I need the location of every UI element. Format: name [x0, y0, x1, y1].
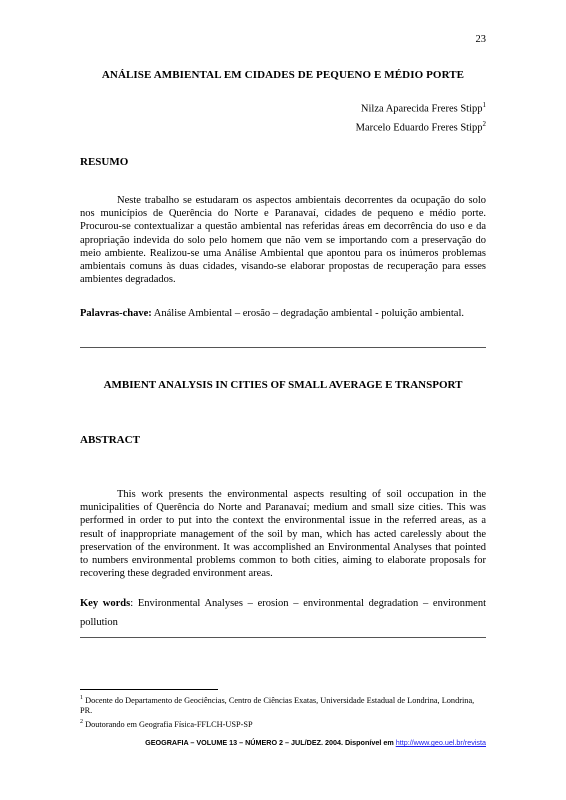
journal-link[interactable]: http://www.geo.uel.br/revista — [395, 738, 486, 747]
page-number: 23 — [475, 34, 486, 45]
footnote-2 — [80, 717, 486, 730]
footnote-1 — [80, 693, 486, 717]
paper-title: ANÁLISE AMBIENTAL EM CIDADES DE PEQUENO E MÉDIO PORTE — [101, 69, 465, 81]
author-2-footnote-mark: 2 — [482, 120, 486, 128]
resumo-heading: RESUMO — [80, 156, 129, 168]
key-words-label: Key words — [80, 598, 131, 609]
footnote-separator — [80, 689, 218, 690]
resumo-paragraph: Neste trabalho se estudaram os aspectos ambientais decorrentes da ocupação do solo nos municípios de Querência do Norte e Paranavaí, cidades de pequeno e médio porte. Procurou-se contextualizar a questão ambiental nas referidas áreas em decorrência do uso e da apropriação indevida do solo pelo homem que não vem se importando com a preservação do meio ambiente. Realizou-se uma Análise Ambiental que apontou para os inúmeros problemas ambientais comuns às duas cidades, visando-se elaborar propostas de recuperação para esses ambientes degradados. — [80, 195, 486, 286]
footer-citation: GEOGRAFIA – VOLUME 13 – NÚMERO 2 – JUL/DEZ. 2004. Disponível em — [145, 738, 396, 747]
journal-footer — [80, 738, 486, 747]
footnote-2-text: Doutorando em Geografia Física-FFLCH-USP-SP — [83, 719, 253, 729]
english-title: AMBIENT ANALYSIS IN CITIES OF SMALL AVERAGE E TRANSPORT — [103, 379, 463, 391]
section-divider — [80, 637, 486, 638]
abstract-heading: ABSTRACT — [80, 434, 140, 446]
palavras-chave — [80, 304, 486, 323]
abstract-paragraph: This work presents the environmental aspects resulting of soil occupation in the municipalities of Querência do Norte and Paranavaí; medium and small size cities. This was performed in order to put into the context the environmental issue in the referred areas, as a result of inappropriate management of the soil by man, which has acted carelessly about the preservation of the environment. It was accomplished an Environmental Analyses that pointed to numbers environmental problems common to both cities, aiming to elaborate proposals for recovering these degraded environment areas. — [80, 489, 486, 580]
author-2-name: Marcelo Eduardo Freres Stipp — [355, 122, 483, 134]
author-1 — [361, 101, 486, 115]
key-words-list: : Environmental Analyses – erosion – environmental degradation – environment pollution — [80, 598, 486, 628]
section-divider — [80, 347, 486, 348]
author-2 — [356, 120, 486, 134]
palavras-chave-label: Palavras-chave: — [80, 308, 152, 319]
author-1-name: Nilza Aparecida Freres Stipp — [360, 103, 483, 115]
footnotes — [80, 693, 486, 730]
footnote-2-mark: 2 — [80, 718, 83, 725]
footnote-1-text: Docente do Departamento de Geociências, Centro de Ciências Exatas, Universidade Estadual de Londrina, Londrina, PR. — [80, 695, 475, 716]
palavras-chave-list: Análise Ambiental – erosão – degradação ambiental - poluição ambiental. — [151, 308, 465, 319]
key-words — [80, 594, 486, 632]
author-1-footnote-mark: 1 — [482, 101, 486, 109]
footnote-1-mark: 1 — [80, 695, 83, 701]
